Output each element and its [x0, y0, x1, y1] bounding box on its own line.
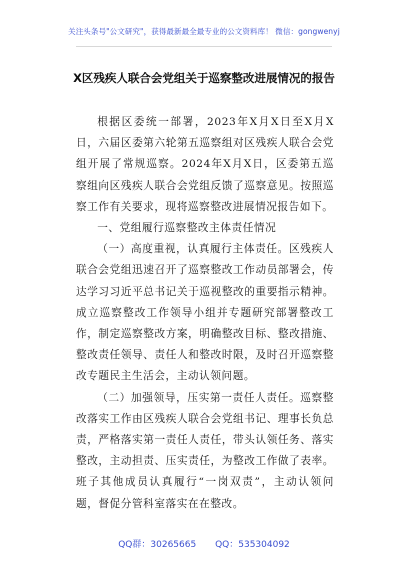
section-heading-1: 一、党组履行巡察整改主体责任情况: [97, 222, 277, 235]
footer: [0, 537, 408, 550]
banner-divider: [76, 46, 332, 47]
top-banner: 关注头条号"公文研究"，获得最新最全最专业的公文资料库！ 微信：gongwenyj: [68, 27, 340, 36]
paragraph-item-2: （二）加强领导，压实第一责任人责任。巡察整改落实工作由区残疾人联合会党组书记、理事长负总责，严格落实第一责任人责任，带头认领任务、落实整改，主动担责、压实责任，为整改工作做了表率。班子其他成员认真履行“一岗双责”，主动认领问题，督促分管科室落实在在整改。: [76, 391, 334, 510]
footer-qq: QQ：535304092: [215, 540, 290, 550]
document-body: [76, 112, 334, 515]
intro-paragraph: 根据区委统一部署，2023年X月X日至X月X日，六届区委第六轮第五巡察组对区残疾人联合会党组开展了常规巡察。2024年X月X日，区委第五巡察组向区残疾人联合会党组反馈了巡察意见。按照巡察工作有关要求，现将巡察整改进展情况报告如下。: [76, 116, 334, 213]
paragraph-item-1: （一）高度重视，认真履行主体责任。区残疾人联合会党组迅速召开了巡察整改工作动员部署会，传达学习习近平总书记关于巡视整改的重要指示精神。成立巡察整改工作领导小组并专题研究部署整改工作，制定巡察整改方案，明确整改目标、整改措施、整改责任领导、责任人和整改时限，及时召开巡察整改专题民主生活会，主动认领问题。: [76, 243, 334, 383]
document-title: X区残疾人联合会党组关于巡察整改进展情况的报告: [73, 71, 335, 85]
footer-qq-group: QQ群：30265665: [118, 540, 197, 550]
